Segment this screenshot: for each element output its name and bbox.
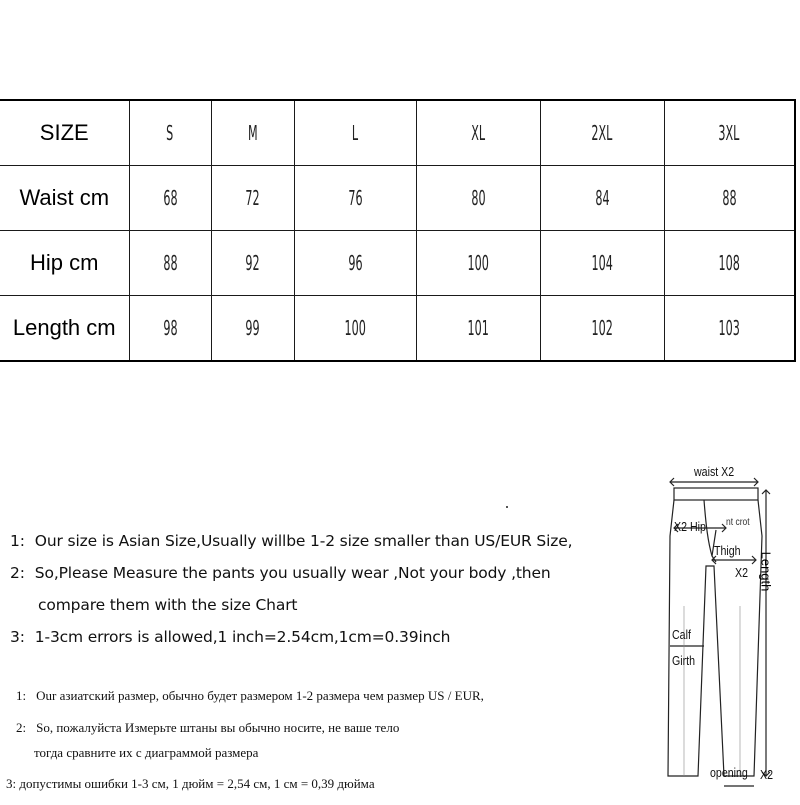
opening-label: opening bbox=[710, 766, 748, 780]
table-cell: 76 bbox=[294, 166, 416, 231]
table-cell: 104 bbox=[540, 231, 664, 296]
table-cell: 98 bbox=[129, 296, 211, 362]
table-header-cell: 2XL bbox=[540, 100, 664, 166]
hip-label: X2 Hip bbox=[674, 520, 706, 534]
row-label: Length cm bbox=[0, 296, 129, 362]
table-cell: 101 bbox=[416, 296, 540, 362]
table-header-cell: S bbox=[129, 100, 211, 166]
table-cell: 80 bbox=[416, 166, 540, 231]
table-cell: 103 bbox=[664, 296, 795, 362]
table-header-cell: M bbox=[211, 100, 294, 166]
table-row bbox=[0, 296, 795, 362]
table-cell: 108 bbox=[664, 231, 795, 296]
opening-x2-label: X2 bbox=[760, 768, 774, 782]
thigh-x2-label: X2 bbox=[735, 566, 749, 580]
table-cell: 96 bbox=[294, 231, 416, 296]
table-cell: 92 bbox=[211, 231, 294, 296]
table-cell: 72 bbox=[211, 166, 294, 231]
table-header-cell: 3XL bbox=[664, 100, 795, 166]
girth-label: Girth bbox=[672, 654, 696, 668]
note-en-3: 3: 1-3cm errors is allowed,1 inch=2.54cm,1cm=0.39inch bbox=[10, 628, 451, 646]
note-en-1: 1: Our size is Asian Size,Usually willbe 1-2 size smaller than US/EUR Size, bbox=[10, 532, 573, 550]
calf-label: Calf bbox=[672, 628, 691, 642]
table-cell: 100 bbox=[416, 231, 540, 296]
row-label: Waist cm bbox=[0, 166, 129, 231]
table-header-cell: XL bbox=[416, 100, 540, 166]
thigh-label: Thigh bbox=[714, 544, 741, 558]
table-cell: 102 bbox=[540, 296, 664, 362]
stray-dot bbox=[506, 506, 508, 508]
table-header-cell: L bbox=[294, 100, 416, 166]
note-en-2: 2: So,Please Measure the pants you usually wear ,Not your body ,then bbox=[10, 564, 551, 582]
note-ru-2-continued: тогда сравните их с диаграммой размера bbox=[34, 745, 259, 760]
table-cell: 99 bbox=[211, 296, 294, 362]
table-cell: 88 bbox=[129, 231, 211, 296]
length-label: Length bbox=[758, 551, 774, 592]
table-cell: 88 bbox=[664, 166, 795, 231]
table-cell: 68 bbox=[129, 166, 211, 231]
row-label: Hip cm bbox=[0, 231, 129, 296]
note-ru-3: 3: допустимы ошибки 1-3 см, 1 дюйм = 2,54 см, 1 см = 0,39 дюйма bbox=[6, 776, 375, 791]
table-cell: 84 bbox=[540, 166, 664, 231]
table-header-row bbox=[0, 100, 795, 166]
front-crotch-label: nt crot bbox=[726, 517, 750, 528]
table-row bbox=[0, 166, 795, 231]
table-row bbox=[0, 231, 795, 296]
table-cell: 100 bbox=[294, 296, 416, 362]
note-ru-2: 2: So, пожалуйста Измерьте штаны вы обычно носите, не ваше тело bbox=[16, 720, 400, 735]
note-en-2-continued: compare them with the size Chart bbox=[38, 596, 298, 614]
size-chart-table bbox=[0, 99, 796, 362]
waist-label: waist X2 bbox=[694, 465, 735, 479]
pants-measurement-diagram bbox=[652, 456, 800, 800]
table-header-cell: SIZE bbox=[0, 100, 129, 166]
note-ru-1: 1: Our азиатский размер, обычно будет размером 1-2 размера чем размер US / EUR, bbox=[16, 688, 484, 703]
